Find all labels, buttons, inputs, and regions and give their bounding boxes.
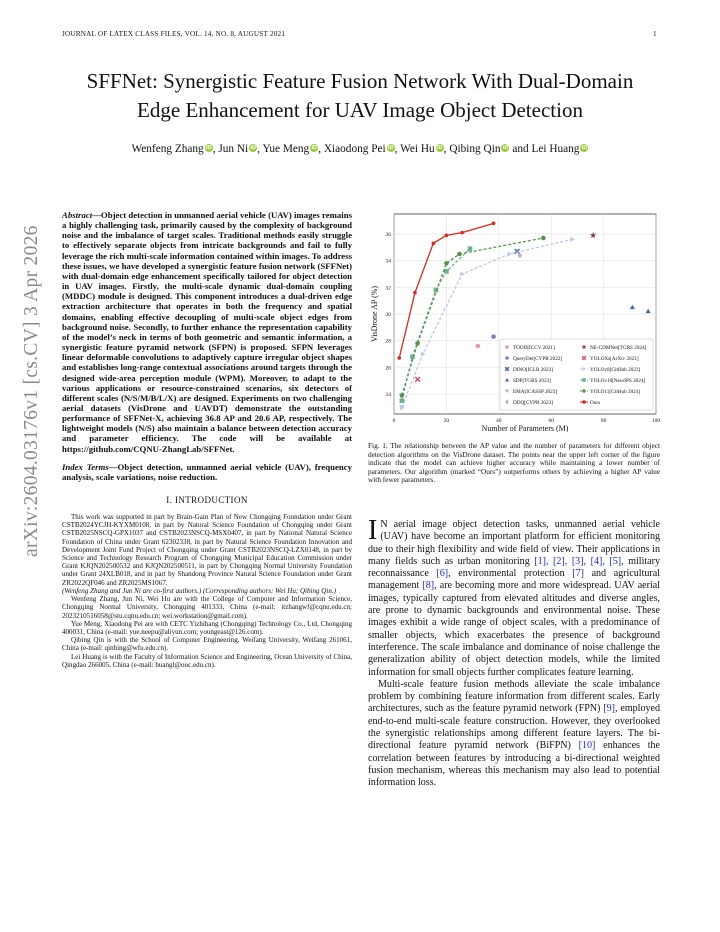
footnote-affiliation: Yue Meng, Xiaodong Pei are with CETC Yizhihang (Chongqing) Technology Co., Ltd, Chongqing 400031, China (e-mail: yue.neepu@aliyun.com; youngeast@126.com).: [62, 619, 352, 636]
data-point: [445, 234, 449, 238]
index-terms-label: Index Terms: [62, 461, 109, 472]
footnote-corresponding: (Wenfeng Zhang and Jun Ni are co-first authors.) (Corresponding authors: Wei Hu; Qibing Qin.): [62, 586, 336, 595]
y-tick-label: 26: [385, 365, 391, 372]
text: , employed end-to-end multi-scale feature construction. However, they overlooked the synergistic relationships among different feature layers. The bi-directional feature pyramid network (BiFPN): [368, 703, 660, 752]
index-terms-text: —Object detection, unmanned aerial vehicle (UAV), frequency analysis, scale variations, noise reduction.: [62, 461, 352, 482]
y-tick-label: 32: [385, 285, 391, 292]
x-tick-label: 0: [392, 418, 396, 424]
data-point: [413, 291, 417, 295]
text: N aerial image object detection tasks, unmanned aerial vehicle (UAV) have become an important platform for efficient monitoring due to their high flexibility and wide field of view. Their applications in many fields such as urban monitoring: [368, 518, 660, 567]
legend-entry: TOOD[ICCV 2021]: [513, 345, 555, 351]
text: , are becoming more and more widespread. UAV aerial images, typically captured from elevated altitudes and diverse angles, are prone to dynamic backgrounds and environmental noise. These images exhibit a wide range of object scales, with a predominance of smaller objects, which exacerbates the presence of background interference. The scale imbalance and dominance of noise challenge the generalization ability of object detection models, while the limited information for small objects further complicates feature learning.: [368, 580, 661, 678]
data-point: [400, 398, 405, 403]
author[interactable]: Xiaodong Pei: [323, 143, 386, 155]
citation-link[interactable]: [7]: [572, 568, 584, 580]
citation-link[interactable]: [10]: [578, 740, 596, 752]
x-axis-label: Number of Parameters (M): [481, 424, 569, 432]
footnote-affiliation: Qibing Qin is with the School of Computer Engineering, Weifang University, Weifang 261061, China (e-mail: qinbing@wfu.edu.cn).: [62, 636, 352, 653]
legend-entry: YOLOv10[NeurIPS 2024]: [590, 378, 646, 384]
text: Multi-scale feature fusion methods alleviate the scale imbalance problem by combining feature information from different scales. Early architectures, such as the feature pyramid network (FPN): [368, 678, 660, 715]
x-tick-label: 60: [548, 418, 554, 424]
legend-entry: YOLOv8[GitHub 2023]: [590, 367, 641, 373]
abstract-text: —Object detection in unmanned aerial vehicle (UAV) images remains a highly challenging task, primarily caused by the complexity of background noise and the imbalance of target scales. Traditional methods easily struggle to effectively separate objects from intricate backgrounds and fail to fully leverage the rich multi-scale information contained within images. To address these issues, we have developed a synergistic feature fusion network (SFFNet) with dual-domain edge enhancement specifically tailored for object detection in UAV images. Firstly, the multi-scale dynamic dual-domain coupling (MDDC) module is designed. This component introduces a dual-driven edge extraction architecture that operates in both the frequency and spatial domains, enabling effective decoupling of multi-scale object edges from background noise. Secondly, to further enhance the representation capability of the model’s neck in terms of both geometric and semantic information, a synergistic feature pyramid network (SFPN) is proposed. SFPN leverages linear deformable convolutions to adaptively capture irregular object shapes and establishes long-range contextual associations around targets through the designed wide-area perception module (WPM). Moreover, to adapt to the various applications or resource-constrained scenarios, six detectors of different scales (N/S/M/B/L/X) are designed. Experiments on two challenging aerial datasets (VisDrone and UAVDT) demonstrate the outstanding performance of SFFNet-X, achieving 36.8 AP and 20.6 AP, respectively. The lightweight models (N/S) also maintain a balance between detection accuracy and parameter efficiency. The code will be available at https://github.com/CQNU-ZhangLab/SFFNet.: [62, 210, 352, 454]
text: and agricultural management: [368, 568, 660, 592]
legend-entry: SDP[TGRS 2023]: [513, 378, 551, 384]
intro-paragraph-1: [368, 514, 661, 679]
author[interactable]: Wenfeng Zhang: [131, 143, 204, 155]
data-point: [582, 378, 586, 382]
data-point: [505, 356, 509, 360]
data-point: [505, 345, 509, 349]
arxiv-stamp: arXiv:2604.03176v1 [cs.CV] 3 Apr 2026: [21, 225, 42, 557]
legend-entry: DINO[ICLR 2023]: [513, 367, 553, 373]
data-point: [492, 222, 496, 226]
legend-entry: EMA[ICASSP 2023]: [513, 389, 558, 395]
footnote-affiliation: Wenfeng Zhang, Jun Ni, Wei Hu are with the College of Computer and Information Science, Chongqing Normal University, Chongqing 401333, China (e-mail: itzhangwf@cqnu.edu.cn; 2023210516058@stu.cqnu.edu.cn; wei.workstation@gmail.com).: [62, 595, 352, 620]
author[interactable]: Yue Meng: [262, 143, 310, 155]
x-tick-label: 100: [651, 418, 660, 424]
title-line-2: Edge Enhancement for UAV Image Object Detection: [137, 98, 583, 122]
author[interactable]: Qibing Qin: [449, 143, 501, 155]
data-point: [582, 400, 586, 404]
author[interactable]: Wei Hu: [400, 143, 435, 155]
y-tick-label: 36: [385, 232, 391, 238]
orcid-icon[interactable]: iD: [581, 145, 588, 151]
x-tick-label: 40: [496, 418, 502, 424]
legend-entry: Ours: [590, 400, 601, 406]
y-tick-label: 34: [385, 258, 391, 265]
journal-header: JOURNAL OF LATEX CLASS FILES, VOL. 14, NO. 8, AUGUST 2021: [62, 30, 286, 38]
data-point: [468, 246, 473, 251]
citation-link[interactable]: [9]: [603, 703, 615, 715]
orcid-icon[interactable]: iD: [502, 145, 509, 151]
abstract: [62, 210, 352, 454]
y-tick-label: 24: [385, 392, 391, 398]
left-column: [62, 210, 352, 669]
citation-link[interactable]: [6]: [436, 568, 449, 580]
drop-cap: I: [368, 514, 378, 546]
authors-and: and: [512, 143, 529, 155]
orcid-icon[interactable]: iD: [205, 145, 212, 151]
data-point: [491, 334, 496, 339]
data-point: [432, 242, 436, 246]
citation-link[interactable]: [8]: [422, 580, 435, 592]
author[interactable]: Lei Huang: [531, 143, 580, 155]
author-list: Wenfeng Zhang iD, Jun Ni iD, Yue Meng iD, Xiaodong Pei iD, Wei Hu iD, Qibing Qin iD and Lei Huang iD: [131, 143, 588, 155]
x-tick-label: 80: [600, 418, 607, 424]
footnote-funding: This work was supported in part by Brain-Gain Plan of New Chongqing Foundation under Grant CSTB2024YCJH-KYXM0108, in part by Natural Science Foundation of Chongqing under Grant CSTB2025NSCQ-GPX1037 and CSTB2023NSCQ-MSX0407, in part by National Natural Science Foundation of China under Grant 62302338, in part by Natural Science Foundation Innovation and Development Joint Fund Project of Chongqing under Grant CSTB2023NSCQ-LZX0148, in part by Science and Technology Research Program of Chongqing Municipal Education Commission under Grant KJQN202500532 and KJQN202500511, in part by Chongqing Normal University Foundation under Grant 24XLB018, and in part by Shandong Province Natural Science Foundation under Grant ZR2022QF046 and ZR2025MS1067.: [62, 513, 352, 587]
y-axis-label: VisDrone AP (%): [370, 285, 379, 343]
legend-entry: YOLOXs[ArXiv 2021]: [590, 356, 639, 362]
text: enhances the correlation between features by introducing a bi-directional weighted fusion mechanism, whereas this mechanism may also lead to potential information loss.: [368, 740, 660, 789]
text: , military reconnaissance: [368, 555, 660, 580]
y-tick-label: 30: [385, 312, 391, 318]
x-tick-label: 20: [443, 418, 450, 424]
abstract-label: Abstract: [62, 210, 93, 220]
orcid-icon[interactable]: iD: [250, 145, 256, 151]
footnotes: [62, 513, 352, 669]
orcid-icon[interactable]: iD: [387, 145, 394, 151]
legend-entry: QueryDet[CVPR 2022]: [513, 356, 563, 362]
page-number: 1: [653, 30, 657, 38]
legend-entry: NE-CDMNet[TGRS 2024]: [590, 345, 647, 351]
index-terms: [62, 462, 352, 482]
title-line-1: SFFNet: Synergistic Feature Fusion Network With Dual-Domain: [86, 69, 634, 93]
ap-vs-params-chart: [368, 210, 660, 432]
legend-entry: DDQ[CVPR 2023]: [513, 400, 553, 406]
data-point: [460, 231, 464, 235]
data-point: [444, 269, 449, 274]
introduction-body: [368, 514, 661, 790]
data-point: [397, 356, 401, 360]
y-tick-label: 28: [385, 338, 391, 345]
section-heading: I. INTRODUCTION: [166, 495, 248, 506]
data-point: [476, 344, 481, 349]
author[interactable]: Jun Ni: [218, 143, 249, 155]
legend-entry: YOLO11[GitHub 2024]: [590, 389, 641, 395]
figure-caption: Fig. 1. The relationship between the AP value and the number of parameters for different object detection algorithms on the VisDrone dataset. The points near the upper left corner of the figure indicate that the model can achieve higher accuracy while maintaining a lower number of parameters. Our algorithm (marked “Ours”) outperforms others by achieving a higher AP value with fewer parameters.: [368, 441, 660, 485]
footnote-affiliation: Lei Huang is with the Faculty of Information Science and Engineering, Ocean University of China, Qingdao 266005, China (e-mail: huangl@ouc.edu.cn).: [62, 652, 352, 669]
orcid-icon[interactable]: iD: [436, 145, 443, 151]
paper-title: [70, 67, 650, 125]
orcid-icon[interactable]: iD: [311, 145, 317, 151]
intro-paragraph-2: [368, 679, 660, 790]
text: , environmental protection: [448, 568, 573, 580]
right-column: [368, 210, 660, 790]
citation-link[interactable]: [1], [2], [3], [4], [5]: [534, 555, 622, 567]
